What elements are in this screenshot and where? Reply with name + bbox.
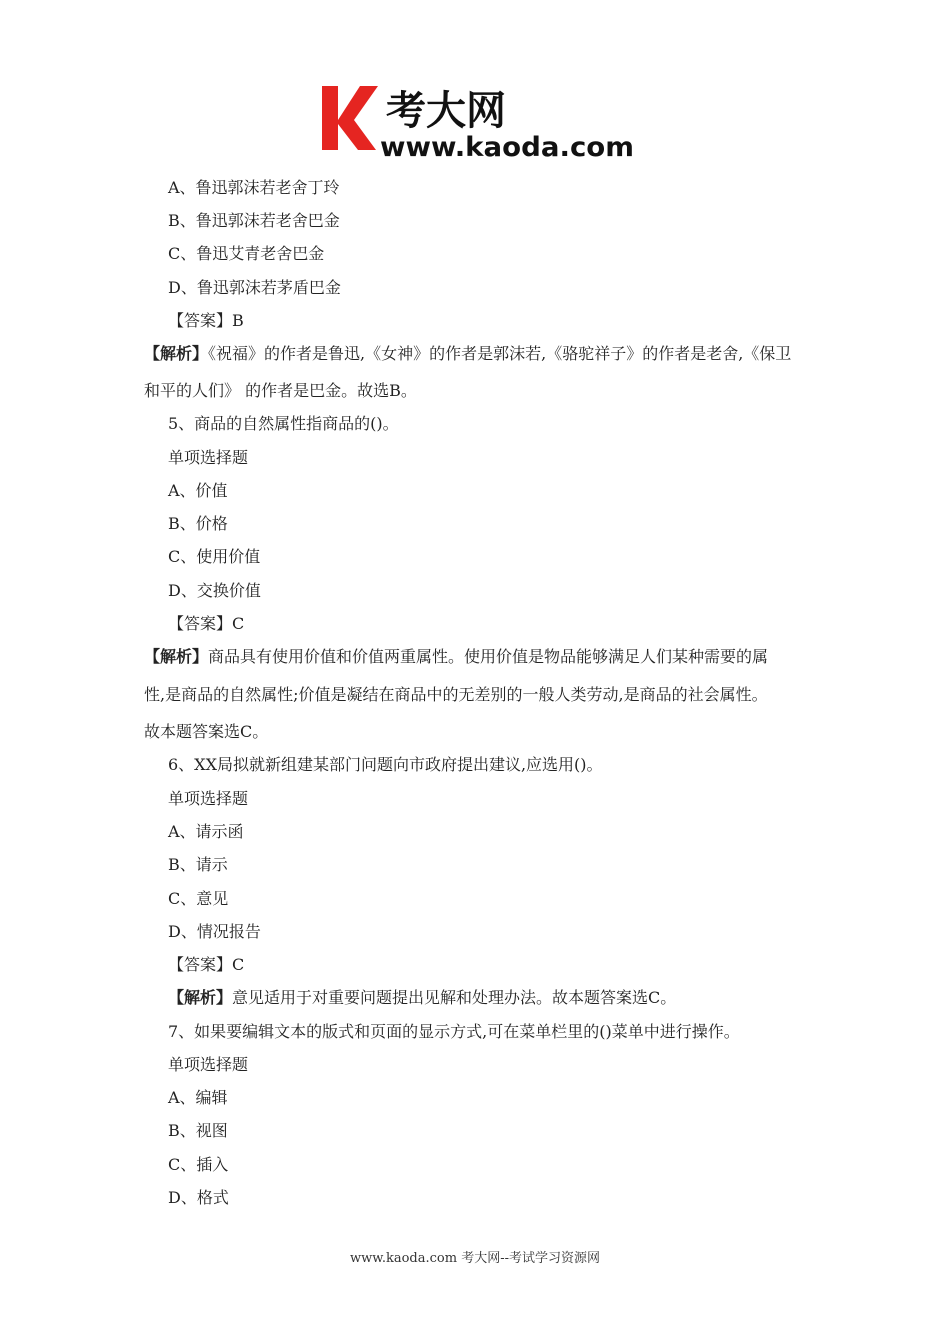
option-c: C、鲁迅艾青老舍巴金 bbox=[168, 244, 325, 263]
analysis-text: 商品具有使用价值和价值两重属性。使用价值是物品能够满足人们某种需要的属 bbox=[208, 647, 769, 666]
option-a: A、编辑 bbox=[168, 1088, 228, 1107]
option-d: D、情况报告 bbox=[168, 922, 261, 941]
analysis-label: 【解析】 bbox=[168, 988, 233, 1007]
question-type: 单项选择题 bbox=[168, 1055, 249, 1074]
option-a: A、请示函 bbox=[168, 822, 244, 841]
analysis-continued: 故本题答案选C。 bbox=[144, 722, 269, 741]
analysis-text: 意见适用于对重要问题提出见解和处理办法。故本题答案选C。 bbox=[232, 988, 677, 1007]
logo-k-mark bbox=[322, 86, 378, 150]
option-d: D、格式 bbox=[168, 1188, 229, 1207]
option-b: B、价格 bbox=[168, 514, 228, 533]
question-type: 单项选择题 bbox=[168, 448, 249, 467]
page-footer: www.kaoda.com 考大网--考试学习资源网 bbox=[350, 1251, 600, 1266]
answer: 【答案】C bbox=[168, 955, 245, 974]
analysis bbox=[144, 344, 791, 364]
analysis-label: 【解析】 bbox=[144, 344, 209, 363]
option-a: A、价值 bbox=[168, 481, 228, 500]
answer: 【答案】B bbox=[168, 311, 244, 330]
logo-site-name: 考大网 bbox=[386, 88, 506, 134]
option-b: B、请示 bbox=[168, 855, 228, 874]
question-type: 单项选择题 bbox=[168, 789, 249, 808]
analysis-continued: 和平的人们》 的作者是巴金。故选B。 bbox=[144, 381, 417, 400]
option-c: C、意见 bbox=[168, 889, 229, 908]
option-c: C、插入 bbox=[168, 1155, 229, 1174]
kaoda-logo bbox=[318, 80, 638, 162]
question-5: 5、商品的自然属性指商品的()。 bbox=[168, 414, 399, 433]
question-7: 7、如果要编辑文本的版式和页面的显示方式,可在菜单栏里的()菜单中进行操作。 bbox=[168, 1022, 740, 1041]
question-6: 6、XX局拟就新组建某部门问题向市政府提出建议,应选用()。 bbox=[168, 755, 603, 774]
logo-url: www.kaoda.com bbox=[380, 132, 634, 162]
option-d: D、交换价值 bbox=[168, 581, 261, 600]
analysis bbox=[144, 647, 768, 667]
option-d: D、鲁迅郭沫若茅盾巴金 bbox=[168, 278, 341, 297]
analysis-text: 《祝福》的作者是鲁迅,《女神》的作者是郭沫若,《骆驼祥子》的作者是老舍,《保卫 bbox=[208, 344, 792, 363]
analysis-continued: 性,是商品的自然属性;价值是凝结在商品中的无差别的一般人类劳动,是商品的社会属性。 bbox=[144, 685, 768, 704]
answer: 【答案】C bbox=[168, 614, 245, 633]
analysis-label: 【解析】 bbox=[144, 647, 209, 666]
option-b: B、鲁迅郭沫若老舍巴金 bbox=[168, 211, 340, 230]
option-b: B、视图 bbox=[168, 1121, 228, 1140]
analysis bbox=[168, 988, 676, 1008]
option-a: A、鲁迅郭沫若老舍丁玲 bbox=[168, 178, 340, 197]
option-c: C、使用价值 bbox=[168, 547, 261, 566]
